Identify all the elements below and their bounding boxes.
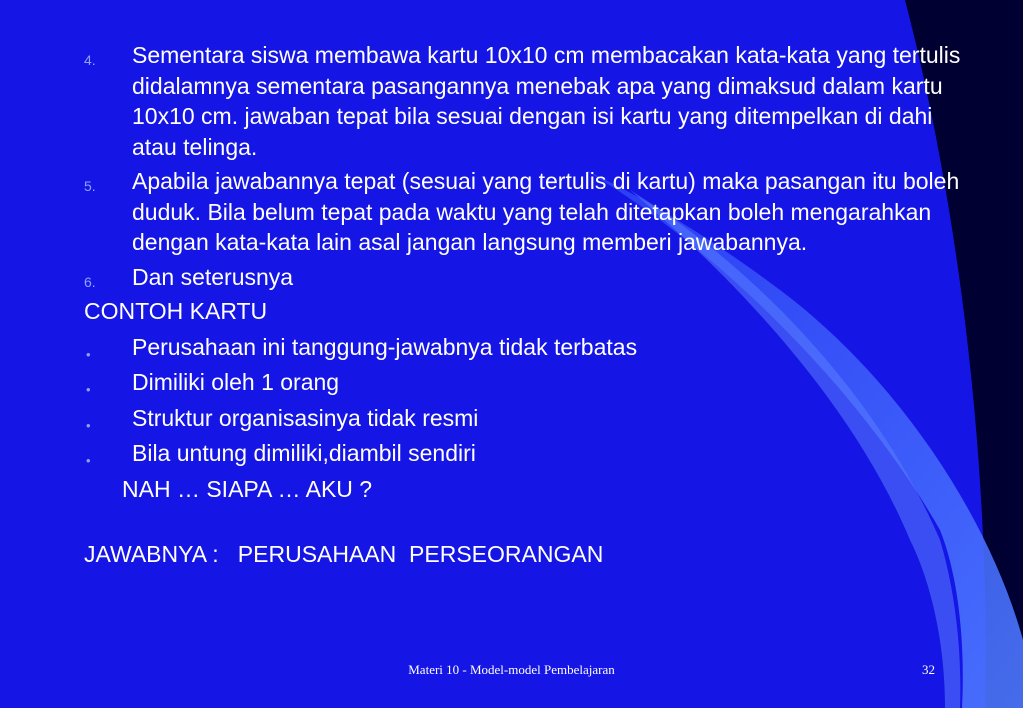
bullet-icon: • (86, 382, 91, 397)
bullet-list-item (84, 403, 964, 434)
numbered-list-item (84, 40, 964, 162)
list-number: 6. (84, 273, 96, 290)
numbered-list-item (84, 166, 964, 258)
bullet-list-item (84, 438, 964, 469)
footer-title: Materi 10 - Model-model Pembelajaran (408, 662, 615, 677)
list-number: 4. (84, 52, 96, 68)
answer-text: JAWABNYA : PERUSAHAAN PERSEORANGAN (84, 541, 604, 567)
bullet-icon: • (86, 417, 91, 433)
bullet-list-item (84, 332, 964, 363)
list-item-text: Sementara siswa membawa kartu 10x10 cm membacakan kata-kata yang tertulis didalamnya sementara pasangannya menebak apa yang dimaksud dalam kartu 10x10 cm. jawaban tepat bila sesuai dengan isi kartu yang ditempelkan di dahi atau telinga. (132, 42, 961, 160)
slide-content (84, 40, 964, 575)
example-heading: CONTOH KARTU (84, 298, 268, 324)
question-text: NAH … SIAPA … AKU ? (122, 475, 373, 502)
bullet-list-item (84, 367, 964, 398)
bullet-text: Perusahaan ini tanggung-jawabnya tidak terbatas (132, 333, 638, 360)
bullet-icon: • (86, 346, 91, 362)
list-number: 5. (84, 178, 96, 194)
list-item-text: Apabila jawabannya tepat (sesuai yang tertulis di kartu) maka pasangan itu boleh duduk. Bila belum tepat pada waktu yang telah ditetapkan boleh mengarahkan dengan kata-kata lain asal jangan langsung memberi jawabannya. (132, 168, 960, 255)
list-item-text: Dan seterusnya (132, 263, 294, 290)
page-number: 32 (922, 662, 935, 677)
bullet-text: Dimiliki oleh 1 orang (132, 369, 340, 395)
bullet-text: Bila untung dimiliki,diambil sendiri (132, 440, 476, 466)
numbered-list-item (84, 262, 964, 293)
bullet-icon: • (86, 453, 91, 468)
bullet-text: Struktur organisasinya tidak resmi (132, 404, 479, 431)
